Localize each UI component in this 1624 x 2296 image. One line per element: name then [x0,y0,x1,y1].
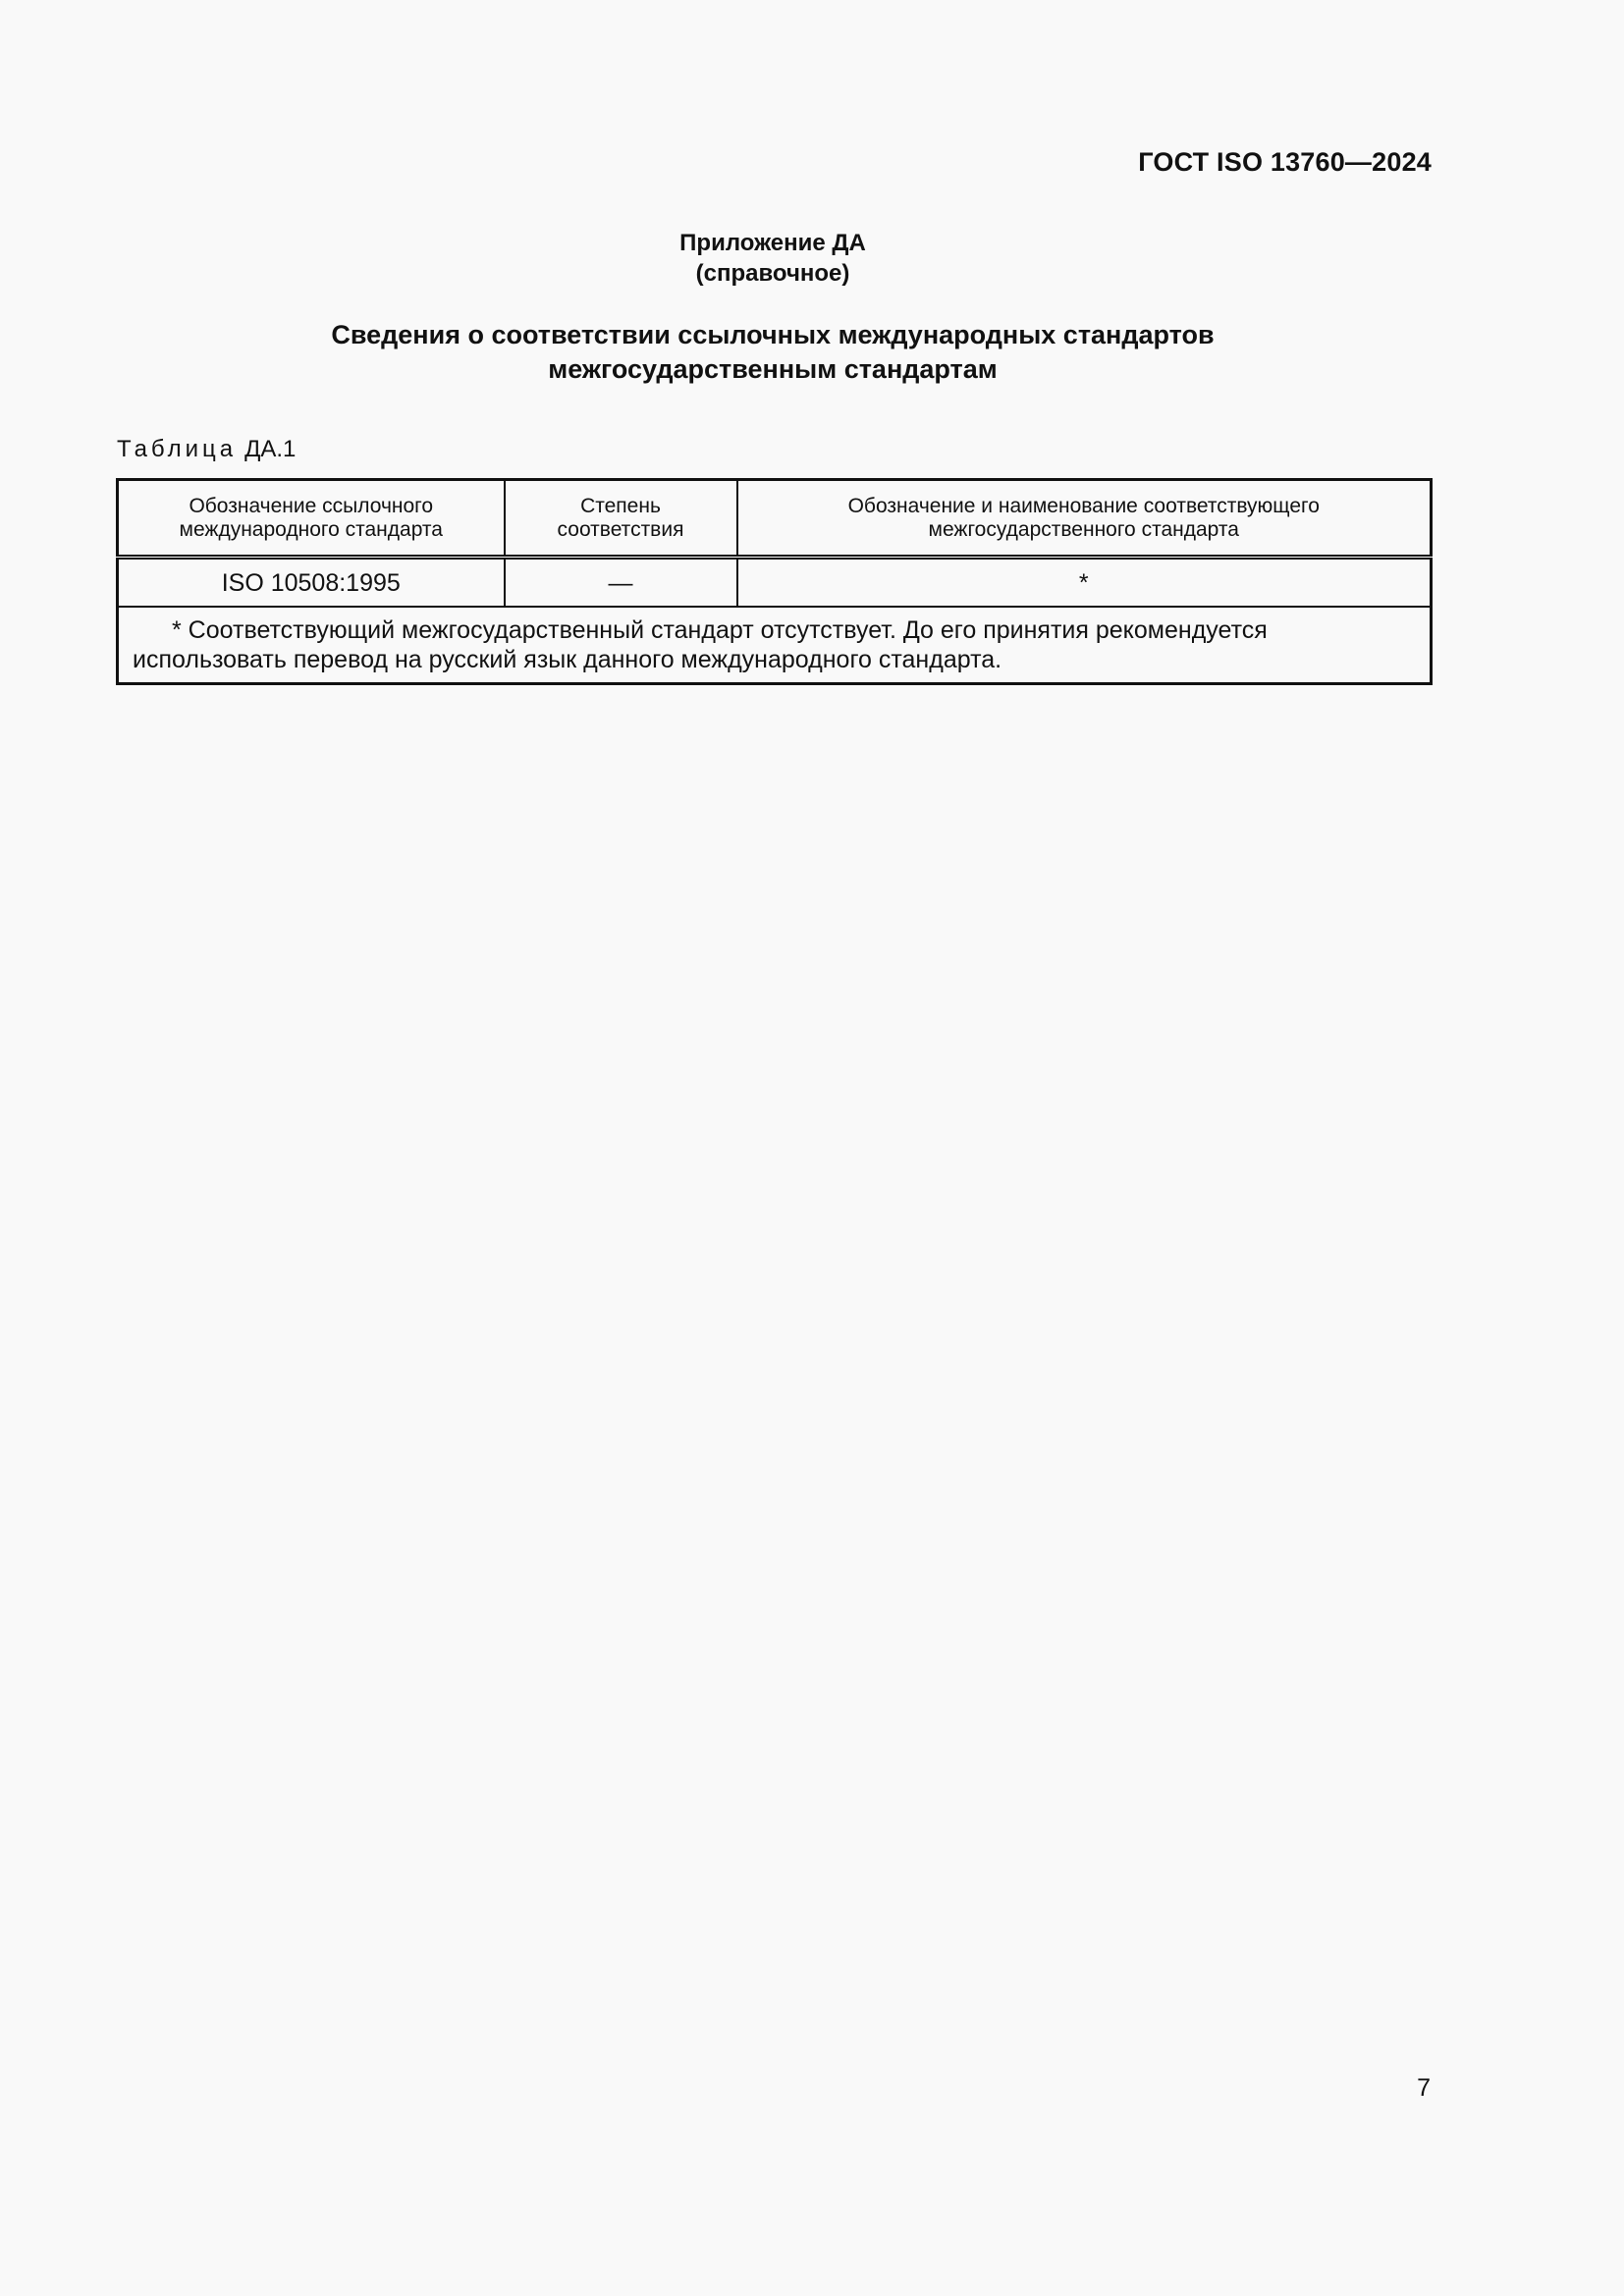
appendix-subtitle: (справочное) [695,260,850,287]
cell-interstate-standard: * [737,558,1432,608]
document-code: ГОСТ ISO 13760—2024 [1138,147,1432,177]
cell-degree: — [505,558,737,608]
header-cell-interstate-standard: Обозначение и наименование соответствующего межгосударственного стандарта [737,480,1432,558]
table-footnote-row [118,607,1432,684]
table-header-row [118,480,1432,558]
section-title-line-1: Сведения о соответствии ссылочных международных стандартов [331,320,1215,349]
cell-reference-standard: ISO 10508:1995 [118,558,505,608]
table-container [116,478,1433,685]
table-caption [117,436,296,463]
section-title-line-2: межгосударственным стандартам [548,354,998,384]
table-caption-word: Таблица [117,436,238,462]
table-footnote: * Соответствующий межгосударственный стандарт отсутствует. До его принятия рекомендуется использовать перевод на русский язык данного международного стандарта. [118,607,1432,684]
page-number: 7 [1417,2074,1431,2102]
appendix-heading [0,228,1545,289]
correspondence-table [116,478,1433,685]
table-caption-number: ДА.1 [244,436,297,462]
table-row [118,558,1432,608]
section-title [0,318,1545,387]
header-cell-degree: Степень соответствия [505,480,737,558]
header-cell-reference-standard: Обозначение ссылочного международного стандарта [118,480,505,558]
appendix-title: Приложение ДА [679,230,866,256]
